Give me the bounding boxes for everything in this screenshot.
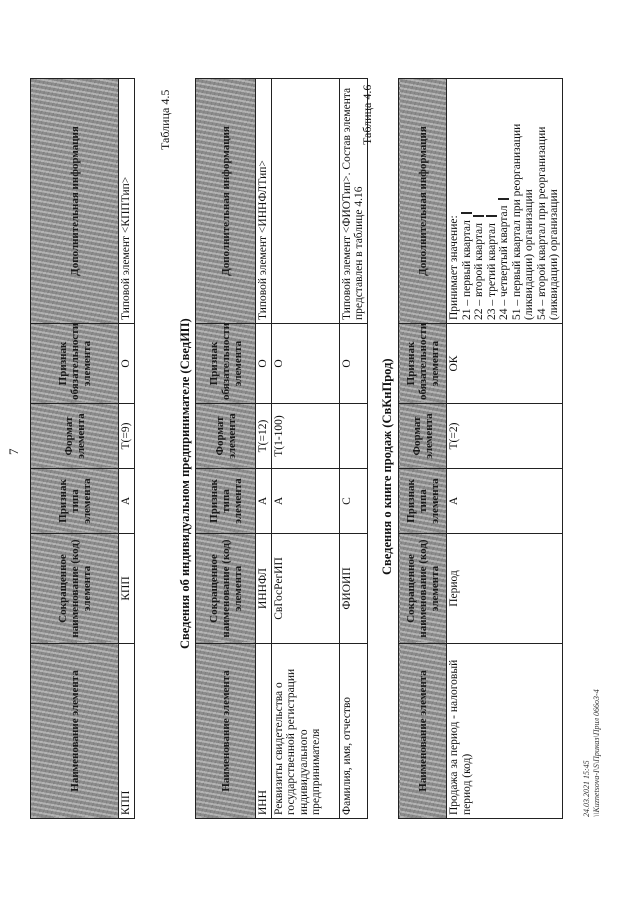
table-row <box>447 79 563 819</box>
header-info: Дополнительная информация <box>196 79 256 324</box>
cell-type: А <box>447 469 563 534</box>
cell-type: А <box>256 469 272 534</box>
stamp-line-date: 24.03.2021 15:45 <box>582 760 591 817</box>
table-row <box>339 79 367 819</box>
cell-name: ИНН <box>256 644 272 819</box>
header-required: Признак обязательности элемента <box>399 324 447 404</box>
cell-format: Т(=2) <box>447 404 563 469</box>
cell-required: О <box>119 324 135 404</box>
table-4-5-caption: Таблица 4.5 <box>158 89 172 150</box>
cell-code: СвГосРегИП <box>271 534 339 644</box>
list-item: 22 – второй квартал <box>473 82 486 320</box>
cell-required: О <box>256 324 272 404</box>
cell-code: КПП <box>119 534 135 644</box>
cell-type: А <box>119 469 135 534</box>
list-item: 54 – второй квартал при реорганизации (ликвидации) организации <box>535 126 560 320</box>
table-row <box>271 79 339 819</box>
header-code: Сокращенное наименование (код) элемента <box>399 534 447 644</box>
cell-name: Реквизиты свидетельства о государственной регистрации индивидуального предпринимателя <box>271 644 339 819</box>
cell-info <box>447 79 563 324</box>
table-row <box>119 79 135 819</box>
cell-name: Фамилия, имя, отчество <box>339 644 367 819</box>
table-row <box>256 79 272 819</box>
header-code: Сокращенное наименование (код) элемента <box>196 534 256 644</box>
cell-info: Типовой элемент <ИННФЛТип> <box>256 79 272 324</box>
cell-format: Т(=12) <box>256 404 272 469</box>
cell-code: ИННФЛ <box>256 534 272 644</box>
stamp-line-path: \\Kuznetsova-I\S\Приказ\Прил 066о3-4 <box>592 689 601 817</box>
file-stamp <box>582 689 602 817</box>
page-number: 7 <box>6 448 21 455</box>
header-info: Дополнительная информация <box>31 79 119 324</box>
cell-format: Т(1-100) <box>271 404 339 469</box>
header-info: Дополнительная информация <box>399 79 447 324</box>
margin-mark <box>486 215 497 217</box>
list-item: 23 – третий квартал <box>486 82 499 320</box>
cell-format: Т(=9) <box>119 404 135 469</box>
header-name: Наименование элемента <box>196 644 256 819</box>
cell-name: КПП <box>119 644 135 819</box>
cell-required: О <box>339 324 367 404</box>
top-table <box>30 78 135 819</box>
header-format: Формат элемента <box>196 404 256 469</box>
table-4-6-caption: Таблица 4.6 <box>360 84 374 145</box>
cell-required: ОК <box>447 324 563 404</box>
list-item: 51 – первый квартал при реорганизации (ликвидации) организации <box>510 123 535 320</box>
header-type: Признак типа элемента <box>196 469 256 534</box>
margin-mark <box>461 212 472 214</box>
table-4-5 <box>195 78 368 819</box>
cell-info <box>271 79 339 324</box>
cell-code: ФИОИП <box>339 534 367 644</box>
cell-format <box>339 404 367 469</box>
cell-name: Продажа за период - налоговый период (код) <box>447 644 563 819</box>
header-type: Признак типа элемента <box>31 469 119 534</box>
table-4-6 <box>398 78 563 819</box>
header-format: Формат элемента <box>399 404 447 469</box>
header-code: Сокращенное наименование (код) элемента <box>31 534 119 644</box>
cell-type: С <box>339 469 367 534</box>
header-type: Признак типа элемента <box>399 469 447 534</box>
info-intro: Принимает значение: <box>448 215 460 320</box>
header-name: Наименование элемента <box>399 644 447 819</box>
list-item: 24 – четвертый квартал <box>498 82 511 320</box>
table-4-5-title: Сведения об индивидуальном предпринимателе (СведИП) <box>178 318 192 649</box>
cell-type: А <box>271 469 339 534</box>
margin-mark <box>473 215 484 217</box>
header-format: Формат элемента <box>31 404 119 469</box>
cell-required: О <box>271 324 339 404</box>
header-name: Наименование элемента <box>31 644 119 819</box>
cell-info: Типовой элемент <ФИОТип>. Состав элемента представлен в таблице 4.16 <box>339 79 367 324</box>
table-4-6-title: Сведения о книге продаж (СвКнПрод) <box>380 358 394 575</box>
cell-code: Период <box>447 534 563 644</box>
header-required: Признак обязательности элемента <box>196 324 256 404</box>
cell-info: Типовой элемент <КППТип> <box>119 79 135 324</box>
margin-mark <box>498 198 509 200</box>
list-item: 21 – первый квартал <box>461 82 474 320</box>
header-required: Признак обязательности элемента <box>31 324 119 404</box>
